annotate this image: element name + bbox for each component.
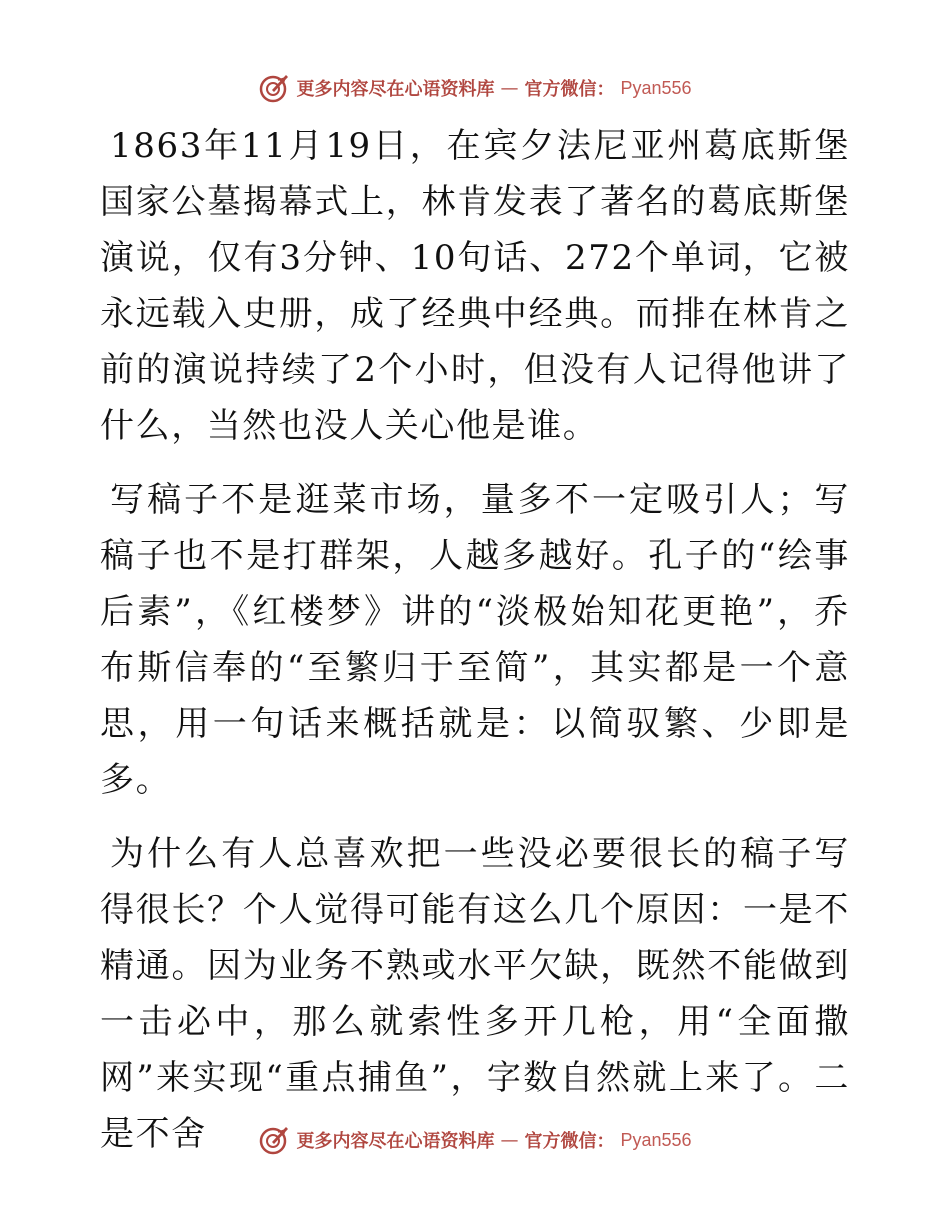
footer-wechat-id: Pyan556 <box>620 1129 692 1150</box>
document-body <box>100 118 850 1180</box>
quill-logo-icon <box>258 72 290 104</box>
header-banner <box>0 68 950 108</box>
footer-tagline: 更多内容尽在心语资料库 <box>296 1131 495 1152</box>
header-separator: — <box>500 77 519 99</box>
header-tagline: 更多内容尽在心语资料库 <box>296 79 495 100</box>
quill-logo-icon <box>258 1124 290 1156</box>
header-wechat-label: 官方微信： <box>524 79 615 100</box>
footer-banner <box>0 1120 950 1160</box>
paragraph-2: 写稿子不是逛菜市场，量多不一定吸引人；写稿子也不是打群架，人越多越好。孔子的“绘事后素”，《红楼梦》讲的“淡极始知花更艳”，乔布斯信奉的“至繁归于至简”，其实都是一个意思，用一句话来概括就是：以简驭繁、少即是多。 <box>100 480 850 800</box>
paragraph-1: 1863年11月19日，在宾夕法尼亚州葛底斯堡国家公墓揭幕式上，林肯发表了著名的葛底斯堡演说，仅有3分钟、10句话、272个单词，它被永远载入史册，成了经典中经典。而排在林肯之前的演说持续了2个小时，但没有人记得他讲了什么，当然也没人关心他是谁。 <box>100 126 850 446</box>
footer-wechat-label: 官方微信： <box>524 1131 615 1152</box>
footer-separator: — <box>500 1129 519 1151</box>
paragraph-3: 为什么有人总喜欢把一些没必要很长的稿子写得很长？个人觉得可能有这么几个原因：一是不精通。因为业务不熟或水平欠缺，既然不能做到一击必中，那么就索性多开几枪，用“全面撒网”来实现“重点捕鱼”，字数自然就上来了。二是不舍 <box>100 834 850 1154</box>
header-wechat-id: Pyan556 <box>620 77 692 98</box>
